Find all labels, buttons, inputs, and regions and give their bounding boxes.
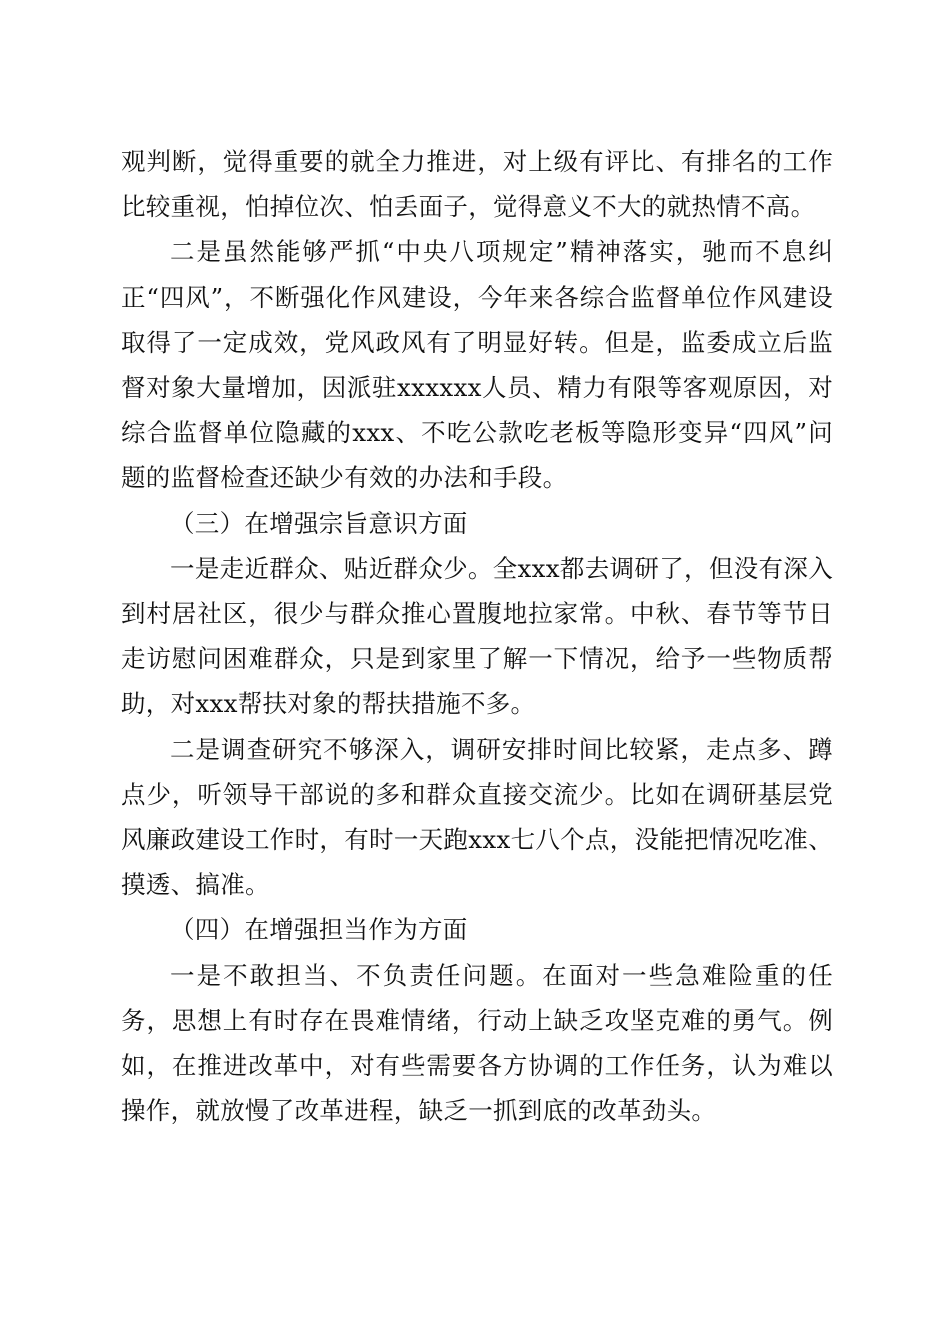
paragraph-style-rectification: 二是虽然能够严抓“中央八项规定”精神落实，驰而不息纠正“四风”，不断强化作风建设，今年来各综合监督单位作风建设取得了一定成效，党风政风有了明显好转。但是，监委成立后监督对象大量增加，因派驻xxxxxx人员、精力有限等客观原因，对综合监督单位隐藏的xxx、不吃公款吃老板等隐形变异“四风”问题的监督检查还缺少有效的办法和手段。 (121, 237, 833, 493)
paragraph-continuation: 观判断，觉得重要的就全力推进，对上级有评比、有排名的工作比较重视，怕掉位次、怕丢面子，觉得意义不大的就热情不高。 (121, 147, 833, 222)
section-heading-purpose-awareness: （三）在增强宗旨意识方面 (170, 508, 468, 538)
section-heading-responsibility: （四）在增强担当作为方面 (170, 915, 468, 945)
document-body (121, 139, 833, 1133)
paragraph-taking-responsibility: 一是不敢担当、不负责任问题。在面对一些急难险重的任务，思想上有时存在畏难情绪，行动上缺乏攻坚克难的勇气。例如，在推进改革中，对有些需要各方协调的工作任务，认为难以操作，就放慢了改革进程，缺乏一抓到底的改革劲头。 (121, 960, 833, 1126)
paragraph-investigation-research: 二是调查研究不够深入，调研安排时间比较紧，走点多、蹲点少，听领导干部说的多和群众直接交流少。比如在调研基层党风廉政建设工作时，有时一天跑xxx七八个点，没能把情况吃准、摸透、搞准。 (121, 734, 833, 900)
paragraph-close-to-masses: 一是走近群众、贴近群众少。全xxx都去调研了，但没有深入到村居社区，很少与群众推心置腹地拉家常。中秋、春节等节日走访慰问困难群众，只是到家里了解一下情况，给予一些物质帮助，对xxx帮扶对象的帮扶措施不多。 (121, 553, 833, 719)
